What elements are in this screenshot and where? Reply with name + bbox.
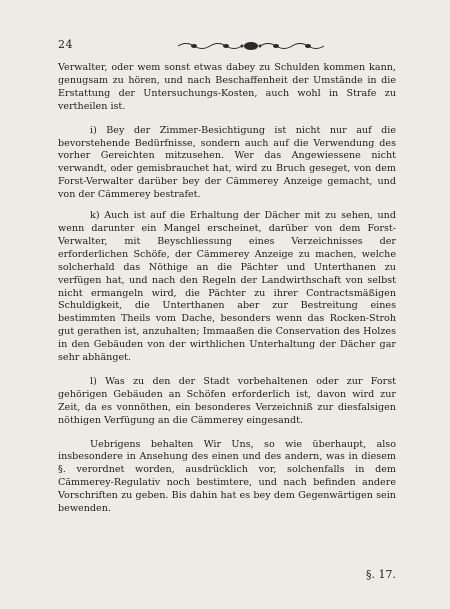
paragraph-i: i) Bey der Zimmer-Besichtigung ist nicht nur auf die bevorstehende Bedürfnisse, sondern auch auf die Verwendung des vorher Gereichten mitzusehen. Wer das Angewiessene nicht verwandt, oder gemisbrauchet hat, wird zu Bruch geseget, von dem Forst-Verwalter darüber bey der Cämmerey Anzeige gemacht, und von der Cämmerey bestrafet.: [58, 124, 396, 201]
page-header: [58, 38, 396, 62]
paragraph-k: k) Auch ist auf die Erhaltung der Dächer mit zu sehen, und wenn darunter ein Mangel erscheinet, darüber von dem Forst-Verwalter, mit Beyschliessung eines Verzeichnisses der erforderlichen Schöfe, der Cämmerey Anzeige zu machen, welche solcherhald das Nöthige an die Pächter und Unterthanen zu verfügen hat, und nach den Regeln der Landwirthschaft von selbst nicht ermangeln wird, die Pächter zu ihrer Contractsmäßigen Schuldigkeit, die Unterthanen aber zur Bestreitung eines bestimmten Theils vom Dache, besonders wenn das Rocken-Stroh gut gerathen ist, anzuhalten; Immaaßen die Conservation des Holzes in den Gebäuden von der wirthlichen Unterhaltung der Dächer gar sehr abhänget.: [58, 210, 396, 364]
paragraph-l: l) Was zu den der Stadt vorbehaltenen oder zur Forst gehörigen Gebäuden an Schöfen erforderlich ist, davon wird zur Zeit, da es vonnöthen, ein besonderes Verzeichniß zur diesfalsigen nöthigen Verfügung an die Cämmerey eingesandt.: [58, 375, 396, 426]
floral-ornament-icon: [176, 40, 326, 52]
page-number: 24: [58, 38, 73, 51]
paragraph-closing: Uebrigens behalten Wir Uns, so wie überhaupt, also insbesondere in Ansehung des einen und des andern, was in diesem §. verordnet worden, ausdrücklich vor, solchenfalls in dem Cämmerey-Regulativ noch bestimtere, und nach befinden andere Vorschriften zu geben. Bis dahin hat es bey dem Gegenwärtigen sein bewenden.: [58, 438, 396, 515]
catchword: §. 17.: [366, 568, 396, 581]
paragraph-continuation: Verwalter, oder wem sonst etwas dabey zu Schulden kommen kann, genugsam zu hören, und nach Beschaffenheit der Umstände in die Erstattung der Untersuchungs-Kosten, auch wohl in Strafe zu vertheilen ist.: [58, 62, 396, 112]
body-text: [58, 62, 396, 516]
